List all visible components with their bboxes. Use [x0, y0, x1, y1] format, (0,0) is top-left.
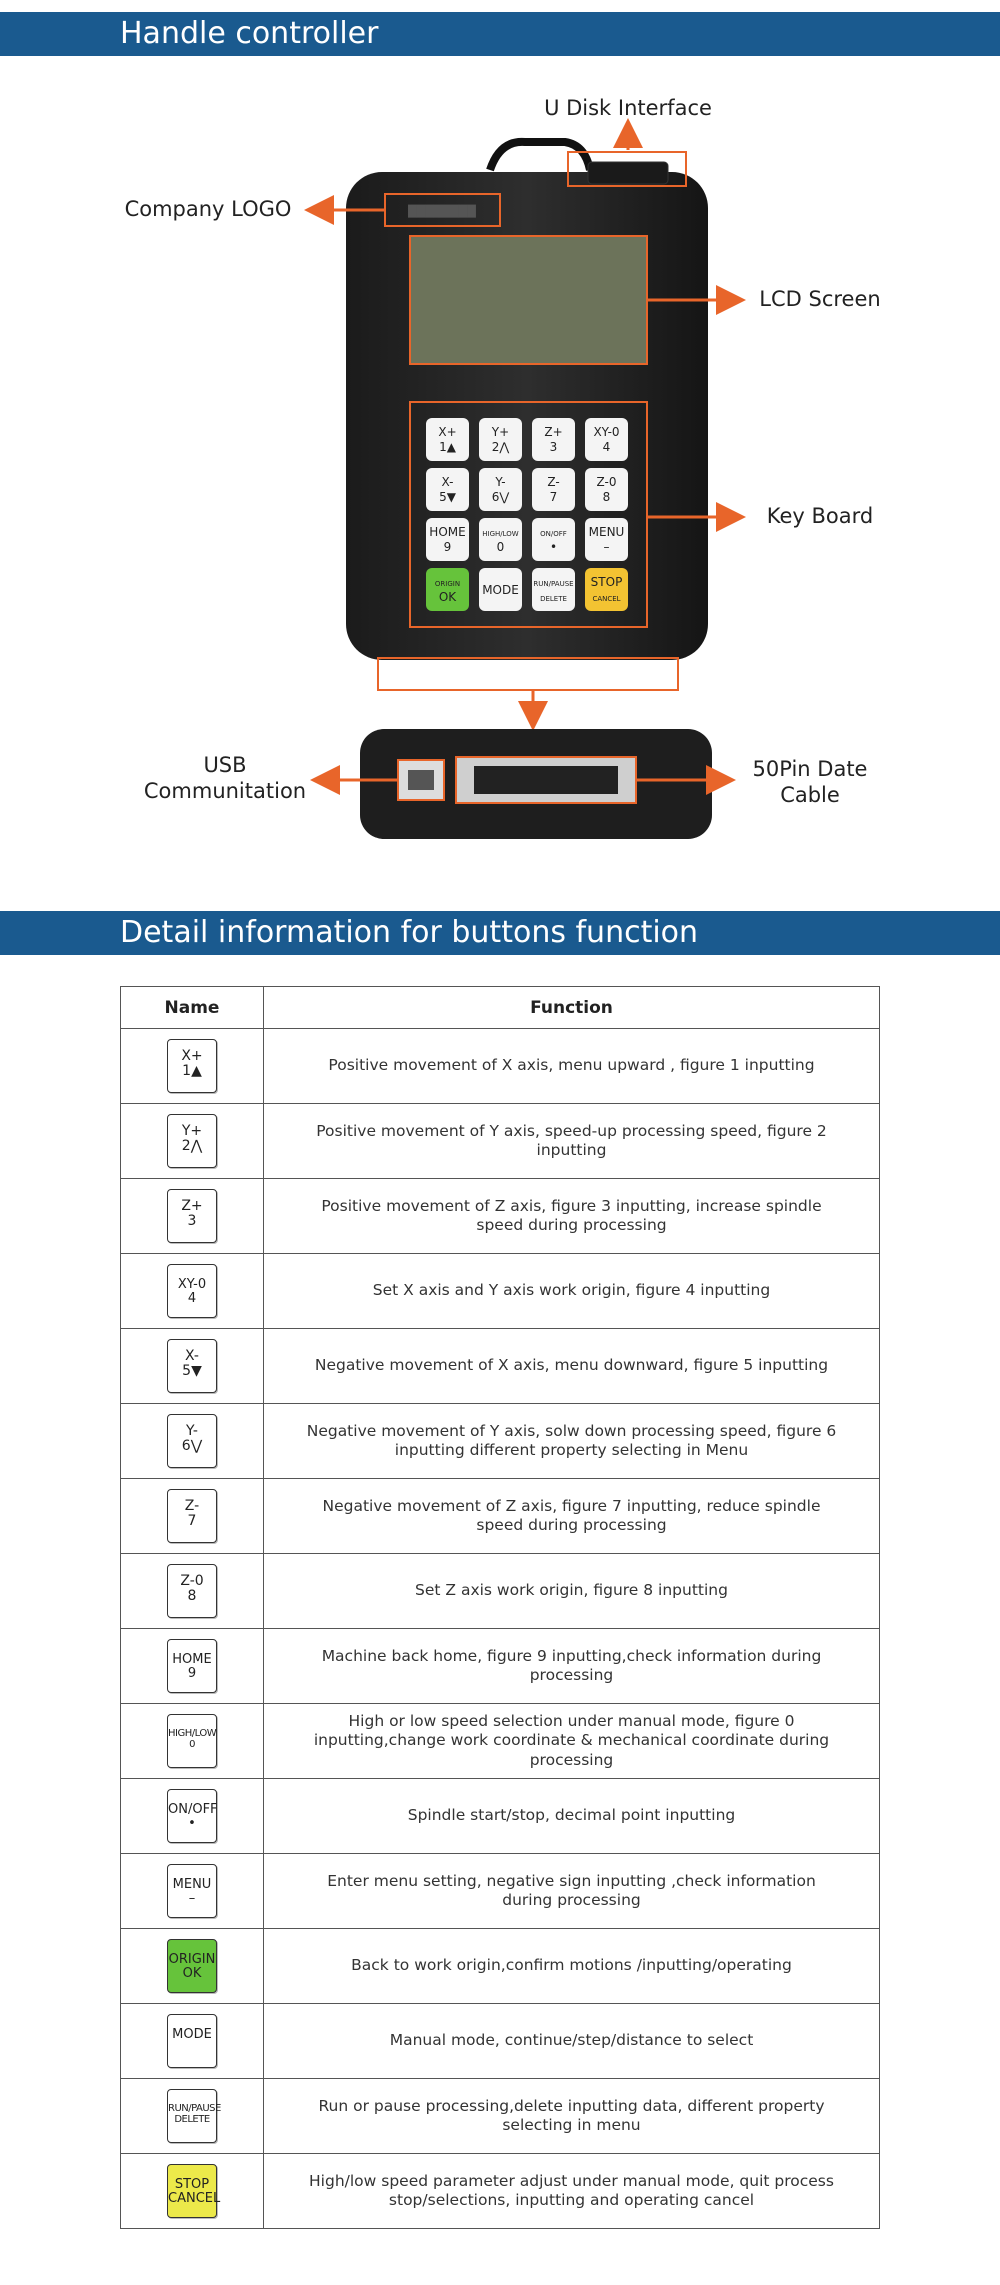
device-key-label: ON/OFF	[540, 530, 567, 538]
annotation-50pin: 50Pin Date Cable	[752, 757, 868, 808]
key-icon	[167, 1864, 217, 1918]
device-key-sublabel: •	[549, 540, 558, 554]
device-key-sublabel: OK	[438, 590, 457, 604]
device-key-sublabel: 5▼	[439, 490, 456, 504]
device-key	[585, 418, 628, 461]
function-description: Spindle start/stop, decimal point inputting	[264, 1779, 880, 1854]
key-label: HOME	[172, 1652, 212, 1667]
function-description: Back to work origin,confirm motions /inputting/operating	[264, 1929, 880, 2004]
device-key-sublabel: 8	[602, 490, 611, 504]
device-key	[532, 568, 575, 611]
table-header-row	[121, 987, 880, 1029]
device-key-sublabel: 6⋁	[491, 490, 510, 504]
key-cell	[121, 1479, 264, 1554]
table-row	[121, 1404, 880, 1479]
function-description: Negative movement of Y axis, solw down processing speed, figure 6 inputting different property selecting in Menu	[264, 1404, 880, 1479]
key-sublabel: OK	[182, 1965, 202, 1981]
device-key	[426, 468, 469, 511]
key-sublabel: 0	[189, 1738, 195, 1750]
device-key-sublabel: 9	[443, 540, 452, 554]
key-icon	[167, 2014, 217, 2068]
key-cell	[121, 1179, 264, 1254]
device-key	[585, 518, 628, 561]
key-icon	[167, 1564, 217, 1618]
key-sublabel: •	[188, 1815, 196, 1831]
key-cell	[121, 1704, 264, 1779]
function-description: Positive movement of Z axis, figure 3 inputting, increase spindle speed during processing	[264, 1179, 880, 1254]
function-description: Set X axis and Y axis work origin, figure 4 inputting	[264, 1254, 880, 1329]
device-key-sublabel: 4	[602, 440, 611, 454]
key-cell	[121, 1554, 264, 1629]
device-key	[426, 568, 469, 611]
key-cell	[121, 1029, 264, 1104]
device-key	[532, 518, 575, 561]
device-key-label: STOP	[590, 575, 623, 589]
section-title: Handle controller	[120, 16, 379, 51]
device-key-label: HIGH/LOW	[482, 530, 519, 538]
device-key	[532, 418, 575, 461]
device-key-label: XY-0	[593, 425, 620, 439]
column-header-function: Function	[264, 987, 880, 1029]
section-title: Detail information for buttons function	[120, 915, 699, 950]
table-row	[121, 1779, 880, 1854]
key-sublabel: 3	[187, 1212, 197, 1229]
device-key	[479, 468, 522, 511]
key-cell	[121, 1854, 264, 1929]
device-key-label: X+	[438, 425, 457, 439]
key-icon	[167, 1639, 217, 1693]
table-row	[121, 1704, 880, 1779]
table-row	[121, 1929, 880, 2004]
table-row	[121, 1179, 880, 1254]
device-key-sublabel: CANCEL	[592, 595, 621, 603]
key-label: RUN/PAUSE	[168, 2103, 221, 2114]
column-header-name: Name	[121, 987, 264, 1029]
key-cell	[121, 1779, 264, 1854]
key-label: MODE	[172, 2027, 212, 2042]
device-key-sublabel: 1▲	[439, 440, 456, 454]
function-description: Negative movement of Z axis, figure 7 inputting, reduce spindle speed during processing	[264, 1479, 880, 1554]
key-label: Z-0	[180, 1573, 204, 1589]
key-label: MENU	[172, 1877, 212, 1892]
key-sublabel: 6⋁	[181, 1437, 203, 1454]
key-label: ON/OFF	[168, 1802, 218, 1817]
key-cell	[121, 2004, 264, 2079]
key-icon	[167, 1789, 217, 1843]
key-cell	[121, 1254, 264, 1329]
device-key	[426, 518, 469, 561]
key-icon	[167, 1039, 217, 1093]
device-key-sublabel: 7	[549, 490, 558, 504]
table-row	[121, 1104, 880, 1179]
key-label: Z-	[184, 1498, 200, 1514]
key-sublabel: 7	[187, 1512, 197, 1529]
key-sublabel: DELETE	[174, 2113, 210, 2125]
function-description: High/low speed parameter adjust under manual mode, quit process stop/selections, inputting and operating cancel	[264, 2154, 880, 2229]
key-label: HIGH/LOW	[168, 1728, 217, 1739]
function-description: Set Z axis work origin, figure 8 inputting	[264, 1554, 880, 1629]
device-key-label: Y-	[495, 475, 506, 489]
key-sublabel: 8	[187, 1587, 197, 1604]
table-row	[121, 1554, 880, 1629]
function-description: Manual mode, continue/step/distance to select	[264, 2004, 880, 2079]
key-cell	[121, 2154, 264, 2229]
section-banner-buttons-function	[0, 911, 1000, 955]
table-row	[121, 2079, 880, 2154]
function-description: High or low speed selection under manual mode, figure 0 inputting,change work coordinate & mechanical coordinate during processing	[264, 1704, 880, 1779]
device-key	[532, 468, 575, 511]
key-icon	[167, 2089, 221, 2143]
table-row	[121, 1329, 880, 1404]
table-row	[121, 1029, 880, 1104]
lcd-screen	[410, 236, 647, 364]
device-key-sublabel: –	[603, 540, 610, 554]
table-row	[121, 2154, 880, 2229]
controller-illustration	[0, 44, 1000, 874]
annotation-keyboard: Key Board	[766, 504, 874, 528]
device-key-label: Z-0	[596, 475, 617, 489]
key-label: X+	[181, 1048, 203, 1064]
device-key	[479, 518, 522, 561]
function-description: Machine back home, figure 9 inputting,check information during processing	[264, 1629, 880, 1704]
key-label: Y+	[181, 1123, 203, 1139]
key-cell	[121, 1104, 264, 1179]
key-cell	[121, 1629, 264, 1704]
table-row	[121, 1629, 880, 1704]
key-sublabel: –	[188, 1890, 196, 1906]
device-key-label: HOME	[429, 525, 466, 539]
key-label: Y-	[186, 1423, 198, 1439]
key-cell	[121, 1929, 264, 2004]
device-key-label: MENU	[588, 525, 625, 539]
annotation-u-disk: U Disk Interface	[544, 96, 712, 120]
key-cell	[121, 1329, 264, 1404]
device-key	[585, 468, 628, 511]
table-row	[121, 2004, 880, 2079]
key-cell	[121, 1404, 264, 1479]
annotation-usb: USB Communitation	[143, 753, 307, 804]
device-key-label: RUN/PAUSE	[533, 580, 574, 588]
key-cell	[121, 2079, 264, 2154]
key-sublabel: 4	[187, 1290, 197, 1306]
table-row	[121, 1254, 880, 1329]
key-sublabel: 1▲	[182, 1062, 202, 1079]
key-sublabel: 9	[187, 1665, 197, 1681]
key-icon	[167, 1939, 217, 1993]
device-key-label: ORIGIN	[434, 580, 461, 588]
function-description: Run or pause processing,delete inputting data, different property selecting in menu	[264, 2079, 880, 2154]
device-key	[426, 418, 469, 461]
table-row	[121, 1854, 880, 1929]
key-sublabel: 2⋀	[181, 1137, 203, 1154]
buttons-function-table	[120, 986, 880, 2229]
key-icon	[167, 1189, 217, 1243]
key-label: XY-0	[177, 1277, 207, 1292]
device-key-sublabel: 0	[496, 540, 505, 554]
key-icon	[167, 1714, 217, 1768]
key-icon	[167, 2164, 221, 2218]
function-description: Positive movement of Y axis, speed-up processing speed, figure 2 inputting	[264, 1104, 880, 1179]
key-label: X-	[185, 1348, 199, 1364]
key-label: Z+	[181, 1198, 203, 1214]
key-label: STOP	[174, 2177, 210, 2192]
key-icon	[167, 1489, 217, 1543]
key-icon	[167, 1114, 217, 1168]
device-key	[585, 568, 628, 611]
table-row	[121, 1479, 880, 1554]
device-key-label: Y+	[491, 425, 510, 439]
device-key-sublabel: 2⋀	[491, 440, 510, 454]
key-icon	[167, 1414, 217, 1468]
device-key-sublabel: DELETE	[540, 595, 567, 603]
device-key	[479, 568, 522, 611]
svg-text:████████: ████████	[408, 205, 476, 218]
handle-loop	[490, 142, 590, 170]
key-sublabel: CANCEL	[168, 2190, 221, 2206]
key-sublabel: 5▼	[182, 1362, 202, 1379]
function-description: Positive movement of X axis, menu upward , figure 1 inputting	[264, 1029, 880, 1104]
device-key-label: Z-	[547, 475, 560, 489]
function-description: Negative movement of X axis, menu downward, figure 5 inputting	[264, 1329, 880, 1404]
key-icon	[167, 1264, 217, 1318]
device-key-label: MODE	[482, 583, 519, 597]
annotation-company-logo: Company LOGO	[124, 197, 292, 221]
key-icon	[167, 1339, 217, 1393]
key-label: ORIGIN	[168, 1952, 216, 1967]
function-description: Enter menu setting, negative sign inputting ,check information during processing	[264, 1854, 880, 1929]
device-key-label: Z+	[544, 425, 563, 439]
device-key	[479, 418, 522, 461]
device-key-sublabel: 3	[549, 440, 558, 454]
annotation-lcd-screen: LCD Screen	[759, 287, 881, 311]
device-key-label: X-	[441, 475, 454, 489]
